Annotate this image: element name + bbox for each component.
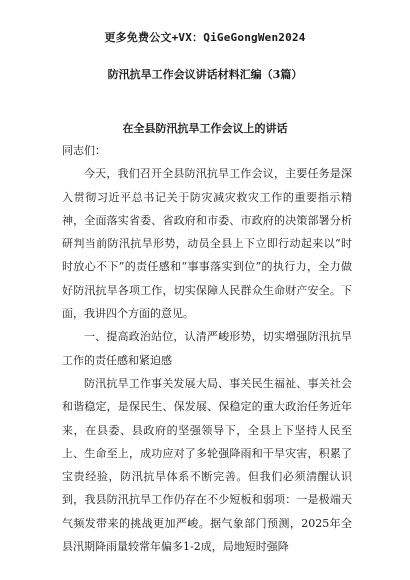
salutation: 同志们： (62, 144, 106, 157)
document-title: 防汛抗旱工作会议讲话材料汇编（3篇） (107, 68, 303, 81)
section-heading-1: 一、提高政治站位，认清严峻形势，切实增强防汛抗旱工作的责任感和紧迫感 (62, 330, 352, 367)
speech-title: 在全县防汛抗旱工作会议上的讲话 (122, 122, 288, 135)
watermark-text: 更多免费公文+VX：QiGeGongWen2024 (104, 31, 306, 44)
paragraph-intro: 今天，我们召开全县防汛抗旱工作会议，主要任务是深入贯彻习近平总书记关于防灾减灾救灾工作的重要指示精神，全面落实省委、省政府和市委、市政府的决策部署分析研判当前防汛抗旱形势，动员全县上下立即行动起来以“时时放心不下”的责任感和“事事落实到位”的执行力，全力做好防汛抗旱各项工作，切实保障人民群众生命财产安全。下面，我讲四个方面的意见。 (62, 167, 352, 321)
document-body (62, 139, 352, 558)
paragraph-section-1: 防汛抗旱工作事关发展大局、事关民生福祉、事关社会和谐稳定，是保民生、保发展、保稳定的重大政治任务近年来，在县委、县政府的坚强领导下，全县上下坚持人民至上、生命至上，成功应对了多轮强降雨和干旱灾害，积累了宝贵经验，防汛抗旱体系不断完善。但我们必须清醒认识到，我县防汛抗旱工作仍存在不少短板和弱项：一是极端天气频发带来的挑战更加严峻。据气象部门预测，2025年全县汛期降雨量较常年偏多1-2成，局地短时强降 (62, 376, 352, 554)
